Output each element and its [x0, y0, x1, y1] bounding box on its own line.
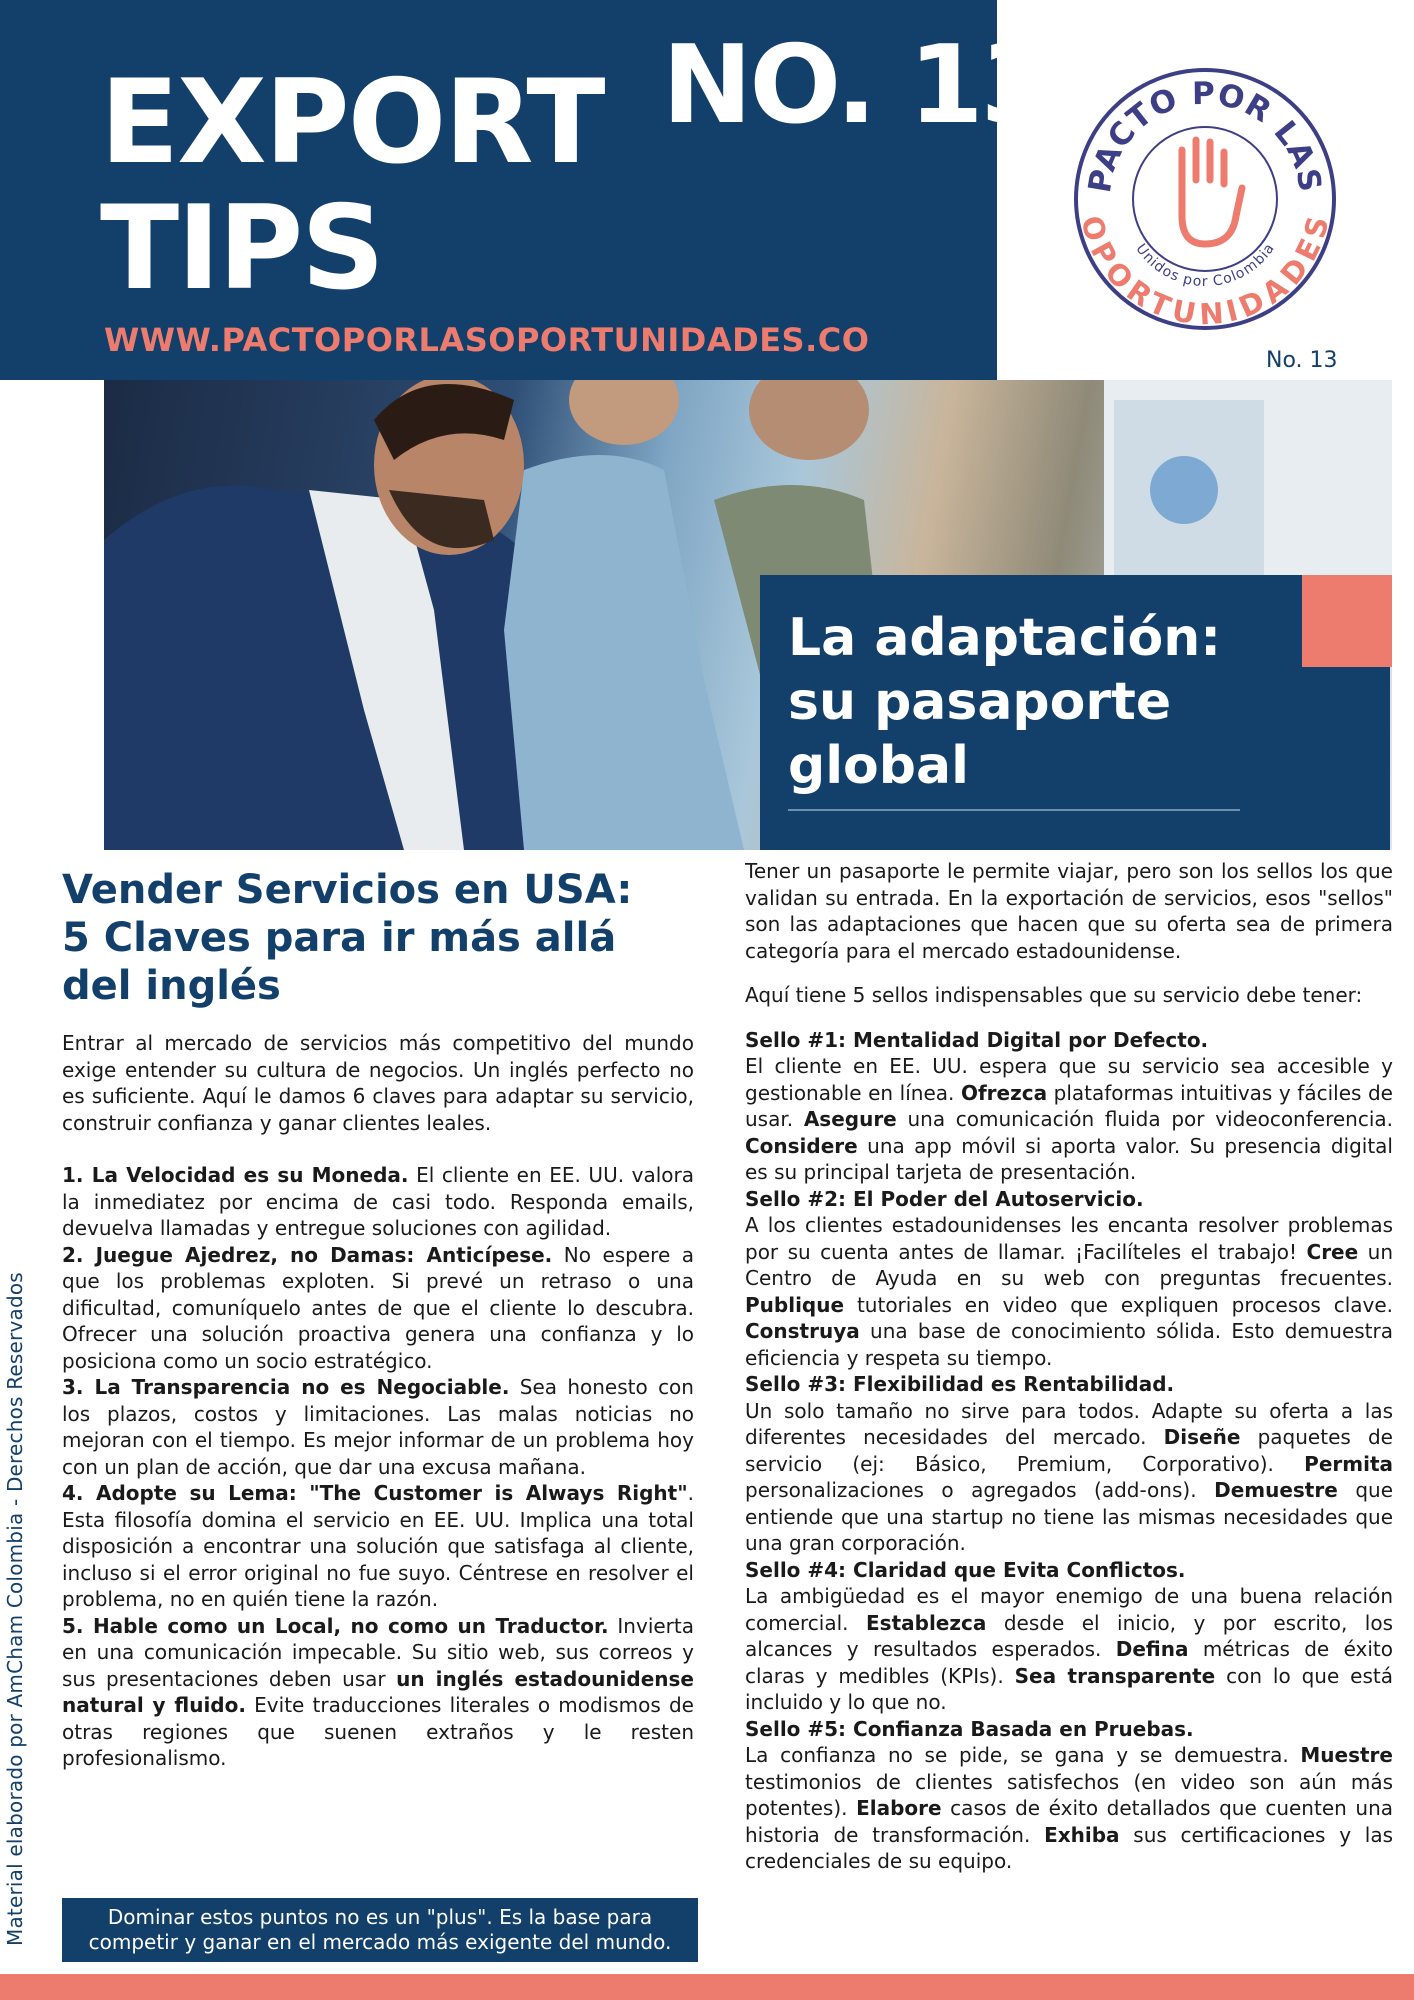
- copyright-side-text: [2, 1272, 38, 1946]
- left-column: [62, 866, 694, 1772]
- sello-action-word: Elabore: [856, 1796, 942, 1820]
- key-item-heading: 5. Hable como un Local, no como un Traductor.: [62, 1613, 609, 1638]
- issue-number: NO. 13: [662, 23, 1053, 148]
- sello-action-word: Considere: [745, 1133, 858, 1158]
- key-item-text: . Esta filosofía domina el servicio en EE. UU. Implica una total disposición a encontrar una solución que satisfaga al cliente, incluso si el error original no fue suyo. Céntrese en resolver el problema, no en quién tiene la razón.: [62, 1481, 694, 1611]
- pacto-logo: [1072, 66, 1338, 332]
- sello-text: A los clientes estadounidenses les encanta resolver problemas por su cuenta antes de llamar. ¡Facilíteles el trabajo!: [745, 1213, 1393, 1264]
- article-title: [62, 866, 694, 1010]
- headline-line-2: su pasaporte: [788, 672, 1172, 732]
- sello-text: personalizaciones o agregados (add-ons).: [745, 1478, 1215, 1502]
- headline-line-3: global: [788, 736, 969, 796]
- sello-text: plataformas intuitivas y fáciles de usar.: [745, 1080, 1393, 1131]
- page-title: [100, 55, 604, 316]
- issue-number-small: No. 13: [1266, 348, 1338, 373]
- sello-action-word: Diseñe: [1163, 1425, 1241, 1449]
- key-item-heading: 1. La Velocidad es su Moneda.: [62, 1163, 409, 1187]
- sello-text: testimonios de clientes satisfechos (en video son aún más potentes).: [745, 1769, 1393, 1820]
- logo-top-text: PACTO POR LAS: [1081, 75, 1329, 196]
- sello-action-word: Ofrezca: [960, 1080, 1048, 1105]
- svg-text:PACTO POR LAS: [1082, 76, 1328, 195]
- callout-box: [62, 1898, 698, 1962]
- logo-bottom-text: OPORTUNIDADES: [1074, 212, 1336, 332]
- sello-action-word: Permita: [1304, 1451, 1393, 1476]
- callout-line-2: competir y ganar en el mercado más exigente del mundo.: [88, 1930, 672, 1954]
- intro-paragraph: Entrar al mercado de servicios más competitivo del mundo exige entender su cultura de negocios. Un inglés perfecto no es suficiente. Aquí le damos 6 claves para adaptar su servicio, construir confianza y ganar clientes leales.: [62, 1031, 694, 1135]
- callout-line-1: Dominar estos puntos no es un "plus". Es la base para: [107, 1905, 653, 1929]
- sello-text: una base de conocimiento sólida. Esto demuestra eficiencia y respeta su tiempo.: [745, 1319, 1393, 1370]
- title-line-2: TIPS: [100, 181, 383, 316]
- article-title-line-1: Vender Servicios en USA:: [62, 867, 633, 913]
- sello-action-word: Publique: [745, 1292, 845, 1317]
- key-item-5: [62, 1613, 694, 1772]
- headline-line-1: La adaptación:: [788, 608, 1222, 668]
- sello-heading: Sello #5: Confianza Basada en Pruebas.: [745, 1716, 1194, 1741]
- sello-action-word: Demuestre: [1214, 1478, 1338, 1502]
- headline-divider: [788, 809, 1240, 811]
- sello-3: [745, 1371, 1393, 1557]
- key-item-emphasis: un inglés estadounidense natural y fluido.: [62, 1666, 694, 1717]
- logo-inner-text: Unidos por Colombia: [1132, 240, 1278, 290]
- key-item-3: [62, 1374, 694, 1480]
- sello-text: una comunicación fluida por videoconferencia.: [896, 1107, 1394, 1131]
- sello-action-word: Cree: [1306, 1239, 1359, 1264]
- sello-text: una app móvil si aporta valor. Su presencia digital es su principal tarjeta de presentación.: [745, 1133, 1393, 1184]
- key-item-2: [62, 1242, 694, 1375]
- sello-action-word: Asegure: [803, 1107, 897, 1131]
- raised-hand-icon: [1182, 140, 1242, 244]
- key-item-1: [62, 1162, 694, 1242]
- footer-bar: [0, 1974, 1414, 2000]
- key-item-text-end: Evite traducciones literales o modismos de otras regiones que suenen extraños y le resten profesionalismo.: [62, 1693, 694, 1770]
- sello-heading: Sello #3: Flexibilidad es Rentabilidad.: [745, 1372, 1175, 1396]
- sellos-intro: Aquí tiene 5 sellos indispensables que su servicio debe tener:: [745, 983, 1363, 1007]
- website-link[interactable]: WWW.PACTOPORLASOPORTUNIDADES.CO: [104, 321, 870, 359]
- sello-2: [745, 1186, 1393, 1372]
- right-column: [745, 858, 1393, 1875]
- key-item-heading: 2. Juegue Ajedrez, no Damas: Anticípese.: [62, 1242, 553, 1267]
- sello-text: tutoriales en video que expliquen procesos clave.: [844, 1292, 1393, 1317]
- key-item-text: No espere a que los problemas exploten. Si prevé un retraso o una dificultad, comuníquelo antes de que el cliente lo descubra. Ofrecer una solución proactiva genera una confianza y lo posiciona como un socio estratégico.: [62, 1242, 694, 1373]
- sello-text: métricas de éxito claras y medibles (KPIs).: [745, 1637, 1394, 1688]
- sello-text: sus certificaciones y las credenciales de su equipo.: [745, 1822, 1393, 1873]
- sello-heading: Sello #4: Claridad que Evita Conflictos.: [745, 1557, 1186, 1582]
- key-item-text: Sea honesto con los plazos, costos y limitaciones. Las malas noticias no mejoran con el tiempo. Es mejor informar de un problema hoy con un plan de acción, que dar una excusa mañana.: [62, 1375, 694, 1479]
- title-line-1: EXPORT: [100, 55, 604, 190]
- sello-text: casos de éxito detallados que cuenten una historia de transformación.: [745, 1796, 1393, 1847]
- article-title-line-3: del inglés: [62, 963, 281, 1009]
- passport-paragraph: Tener un pasaporte le permite viajar, pero son los sellos los que validan su entrada. En la exportación de servicios, esos "sellos" son las adaptaciones que hacen que su oferta sea de primera categoría para el mercado estadounidense.: [745, 859, 1393, 963]
- key-item-text: Invierta en una comunicación impecable. Su sitio web, sus correos y sus presentaciones deben usar: [62, 1613, 695, 1691]
- article-title-line-2: 5 Claves para ir más allá: [62, 915, 617, 961]
- sello-heading: Sello #1: Mentalidad Digital por Defecto.: [745, 1027, 1209, 1052]
- sello-action-word: Sea transparente: [1014, 1663, 1216, 1688]
- sello-action-word: Exhiba: [1044, 1822, 1120, 1847]
- sello-text: El cliente en EE. UU. espera que su servicio sea accesible y gestionable en línea.: [745, 1054, 1393, 1105]
- key-item-heading: 4. Adopte su Lema: "The Customer is Always Right": [62, 1481, 688, 1505]
- sello-text: que entiende que una startup no tiene las mismas necesidades que una gran corporación.: [745, 1478, 1393, 1555]
- sello-4: [745, 1557, 1393, 1716]
- sello-action-word: Muestre: [1300, 1743, 1393, 1767]
- sello-1: [745, 1027, 1393, 1186]
- sello-action-word: Construya: [745, 1319, 860, 1343]
- headline: [788, 606, 1258, 798]
- sello-heading: Sello #2: El Poder del Autoservicio.: [745, 1186, 1144, 1211]
- sello-text: La ambigüedad es el mayor enemigo de una buena relación comercial.: [745, 1584, 1393, 1635]
- key-item-heading: 3. La Transparencia no es Negociable.: [62, 1375, 510, 1399]
- accent-square: [1302, 575, 1392, 667]
- sello-action-word: Establezca: [866, 1610, 987, 1635]
- sello-text: desde el inicio, y por escrito, los alcances y resultados esperados.: [745, 1610, 1393, 1661]
- sellos-list: [745, 1027, 1393, 1875]
- svg-text:Unidos por Colombia: [1133, 241, 1278, 290]
- sello-text: La confianza no se pide, se gana y se demuestra.: [745, 1743, 1301, 1767]
- sello-text: con lo que está incluido y lo que no.: [745, 1663, 1394, 1714]
- sello-text: Un solo tamaño no sirve para todos. Adapte su oferta a las diferentes necesidades del mercado.: [745, 1398, 1393, 1449]
- sello-text: paquetes de servicio (ej: Básico, Premium, Corporativo).: [745, 1425, 1393, 1476]
- sello-action-word: Defina: [1115, 1637, 1189, 1661]
- key-item-text: El cliente en EE. UU. valora la inmediatez por encima de casi todo. Responda emails, devuelva llamadas y entregue soluciones con agilidad.: [62, 1163, 695, 1240]
- sello-text: un Centro de Ayuda en su web con preguntas frecuentes.: [745, 1239, 1394, 1290]
- sello-5: [745, 1716, 1393, 1875]
- copyright-text: Material elaborado por AmCham Colombia - Derechos Reservados: [3, 1272, 27, 1946]
- key-item-4: [62, 1480, 694, 1613]
